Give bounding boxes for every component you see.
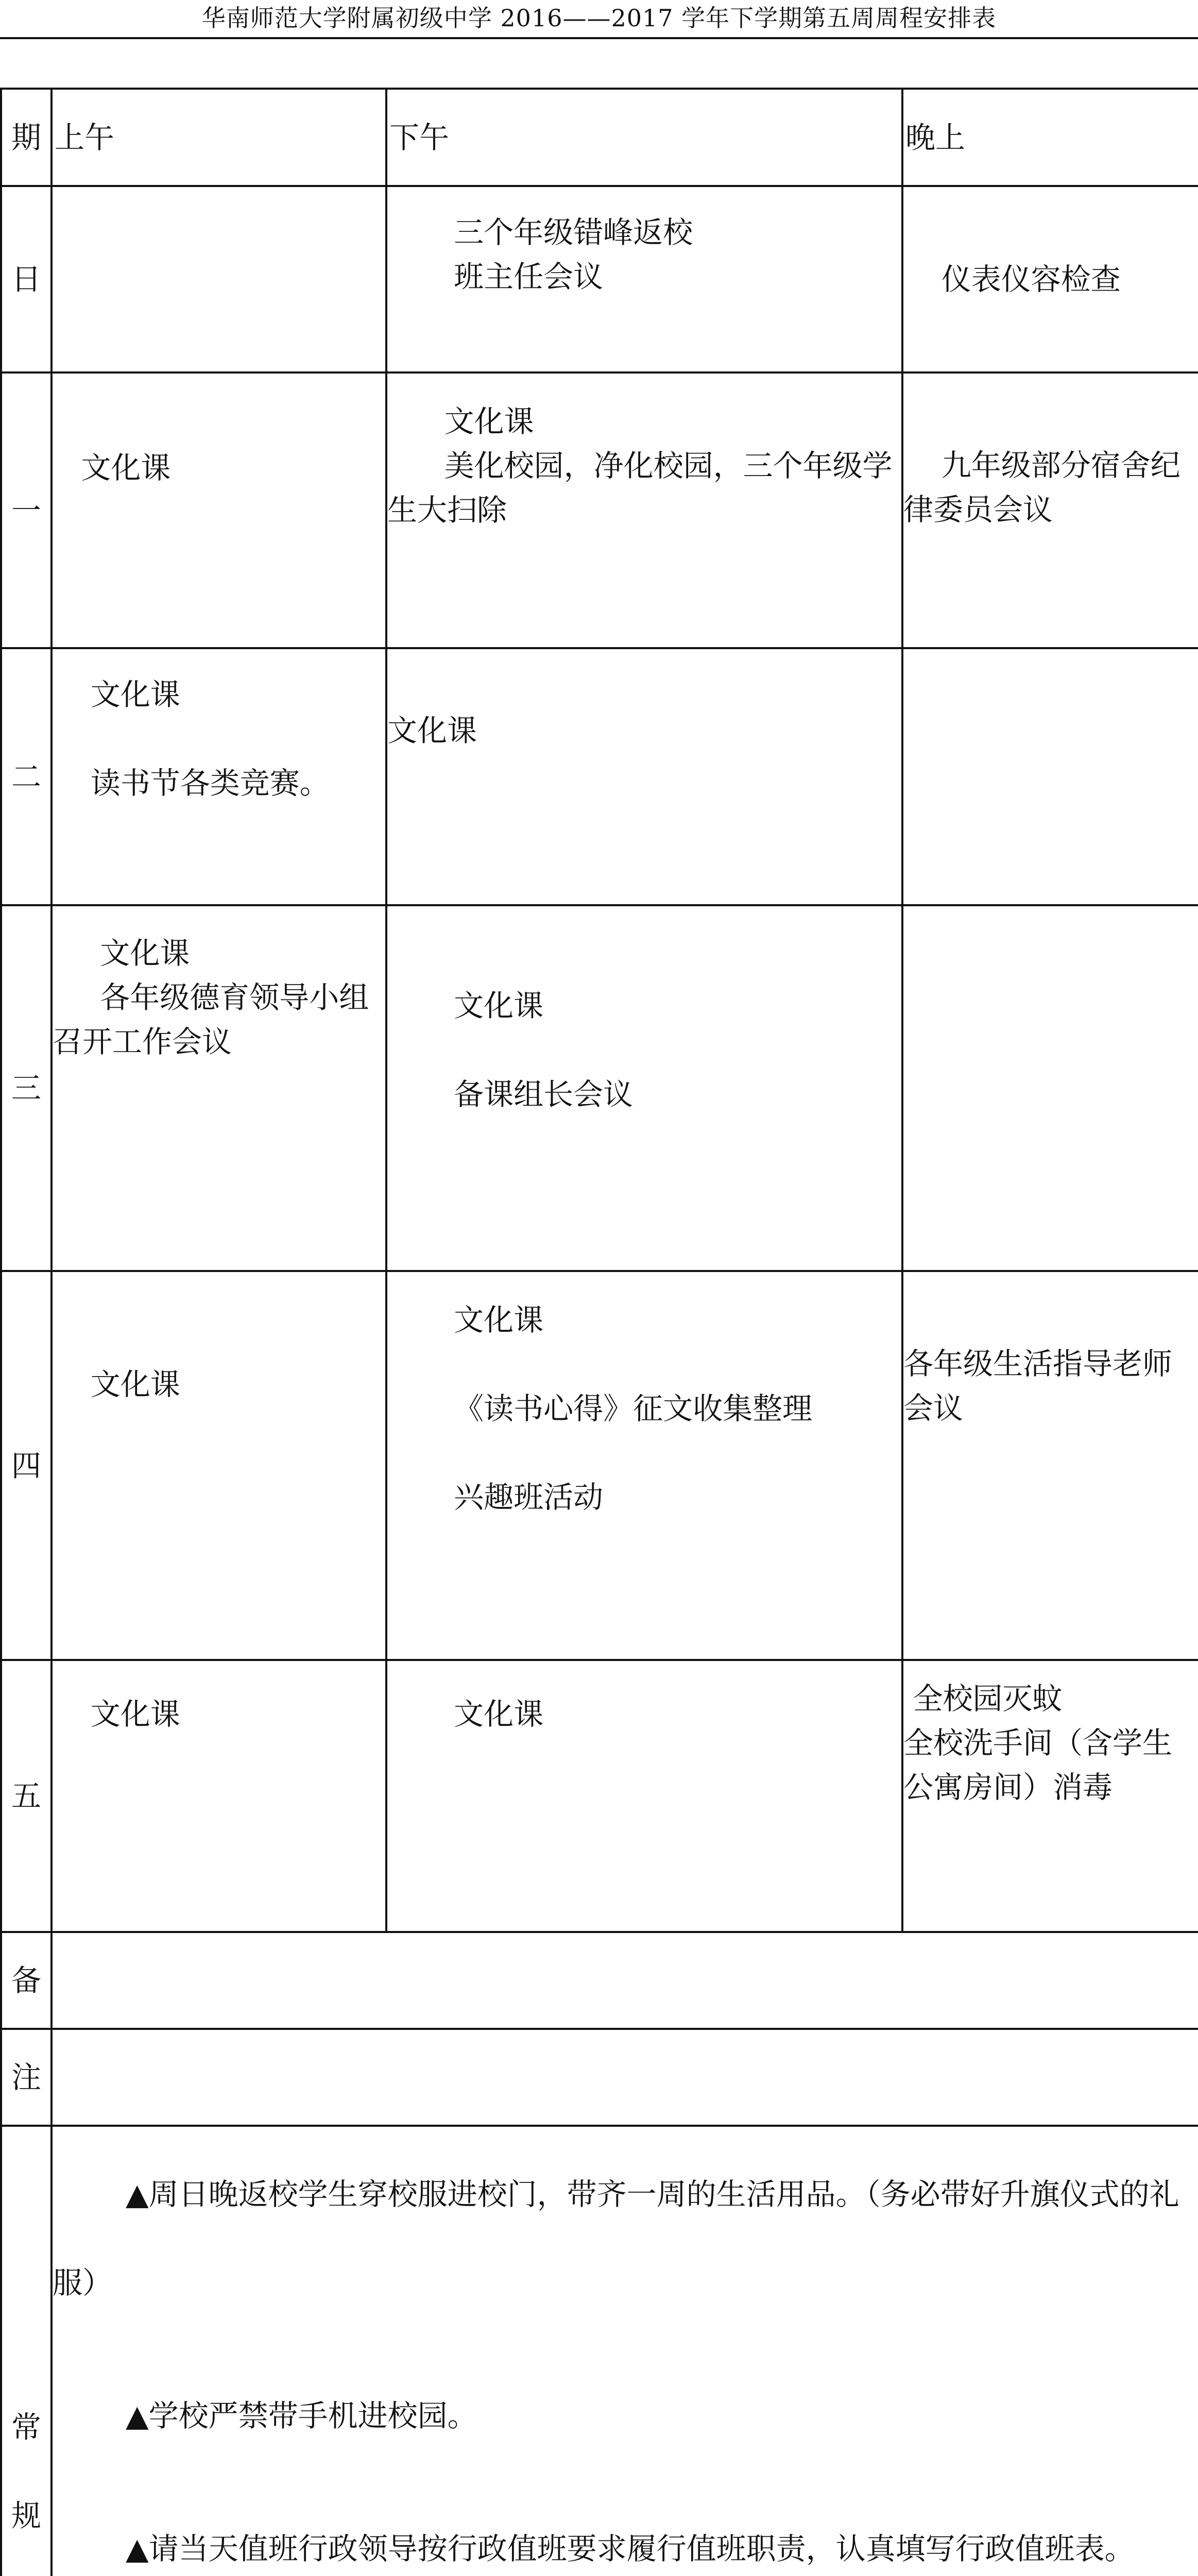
schedule-entry: 各年级生活指导老师会议 (903, 1346, 1173, 1426)
afternoon-cell (386, 905, 902, 1271)
rule-item: ▲请当天值班行政领导按行政值班要求履行值班职责，认真填写行政值班表。 (126, 2531, 1135, 2566)
morning-cell (52, 1660, 386, 1932)
column-header-afternoon: 下午 (386, 89, 902, 186)
schedule-row (1, 905, 1198, 1271)
day-label: 日 (1, 186, 52, 372)
schedule-row (1, 1271, 1198, 1660)
schedule-entry-blank (387, 1342, 901, 1386)
afternoon-cell (386, 648, 902, 905)
schedule-entry-blank (387, 1028, 901, 1072)
schedule-entry: 兴趣班活动 (387, 1480, 604, 1515)
schedule-entry: 文化课 (387, 404, 534, 439)
schedule-entry: 仪表仪容检查 (903, 262, 1121, 297)
afternoon-cell (386, 186, 902, 372)
schedule-entry: 美化校园，净化校园，三个年级学生大扫除 (387, 448, 893, 528)
column-header-day: 期 (1, 89, 52, 186)
schedule-row (1, 372, 1198, 648)
page-title: 华南师范大学附属初级中学 2016——2017 学年下学期第五周周程安排表 (0, 0, 1198, 39)
remarks-cell (52, 2029, 1198, 2126)
schedule-entry: 九年级部分宿舍纪律委员会议 (903, 448, 1180, 527)
day-label: 一 (1, 372, 52, 648)
afternoon-cell (386, 1660, 902, 1932)
schedule-row (1, 1660, 1198, 1932)
schedule-entry: 全校园灭蚊 (903, 1681, 1063, 1716)
rules-label-char: 规 (11, 2498, 41, 2533)
schedule-entry: 文化课 (53, 450, 171, 485)
schedule-entry: 读书节各类竞赛。 (53, 766, 330, 801)
rule-item: ▲学校严禁带手机进校园。 (126, 2398, 477, 2433)
rule-item: ▲周日晚返校学生穿校服进校门，带齐一周的生活用品。（务必带好升旗仪式的礼服） (53, 2177, 1179, 2300)
evening-cell (902, 372, 1198, 648)
morning-cell (52, 1271, 386, 1660)
morning-cell (52, 186, 386, 372)
schedule-entry: 班主任会议 (387, 259, 604, 294)
schedule-entry: 文化课 (387, 1302, 544, 1337)
rules-label (1, 2126, 52, 2576)
morning-cell (52, 905, 386, 1271)
schedule-entry: 备课组长会议 (387, 1077, 634, 1112)
schedule-header-row (1, 89, 1198, 186)
evening-cell (902, 905, 1198, 1271)
evening-cell (902, 648, 1198, 905)
evening-cell (902, 186, 1198, 372)
day-label: 四 (1, 1271, 52, 1660)
schedule-entry: 文化课 (53, 1697, 180, 1732)
day-label: 五 (1, 1660, 52, 1932)
day-label: 三 (1, 905, 52, 1271)
day-label: 二 (1, 648, 52, 905)
schedule-entry: 《读书心得》征文收集整理 (387, 1391, 813, 1426)
morning-cell (52, 648, 386, 905)
remarks-label: 注 (1, 2029, 52, 2126)
column-header-morning: 上午 (52, 89, 386, 186)
schedule-entry: 文化课 (387, 1697, 544, 1732)
schedule-row (1, 648, 1198, 905)
schedule-entry-blank (387, 1431, 901, 1475)
afternoon-cell (386, 372, 902, 648)
schedule-entry-blank (53, 717, 385, 761)
rules-cell (52, 2126, 1198, 2576)
remarks-row (1, 1932, 1198, 2029)
remarks-row (1, 2029, 1198, 2126)
schedule-entry: 三个年级错峰返校 (387, 215, 693, 250)
schedule-entry: 文化课 (53, 677, 180, 712)
rules-row (1, 2126, 1198, 2576)
weekly-schedule-table (0, 88, 1198, 2576)
rules-label-char: 常 (11, 2410, 41, 2445)
column-header-evening: 晚上 (902, 89, 1198, 186)
afternoon-cell (386, 1271, 902, 1660)
schedule-entry: 全校洗手间（含学生公寓房间）消毒 (903, 1725, 1173, 1805)
remarks-cell (52, 1932, 1198, 2029)
evening-cell (902, 1660, 1198, 1932)
schedule-entry: 文化课 (387, 988, 544, 1023)
schedule-entry: 文化课 (53, 1367, 180, 1402)
schedule-row (1, 186, 1198, 372)
remarks-label: 备 (1, 1932, 52, 2029)
morning-cell (52, 372, 386, 648)
schedule-entry: 文化课 (53, 936, 190, 971)
schedule-entry: 各年级德育领导小组召开工作会议 (53, 980, 369, 1059)
schedule-entry: 文化课 (387, 713, 477, 748)
evening-cell (902, 1271, 1198, 1660)
